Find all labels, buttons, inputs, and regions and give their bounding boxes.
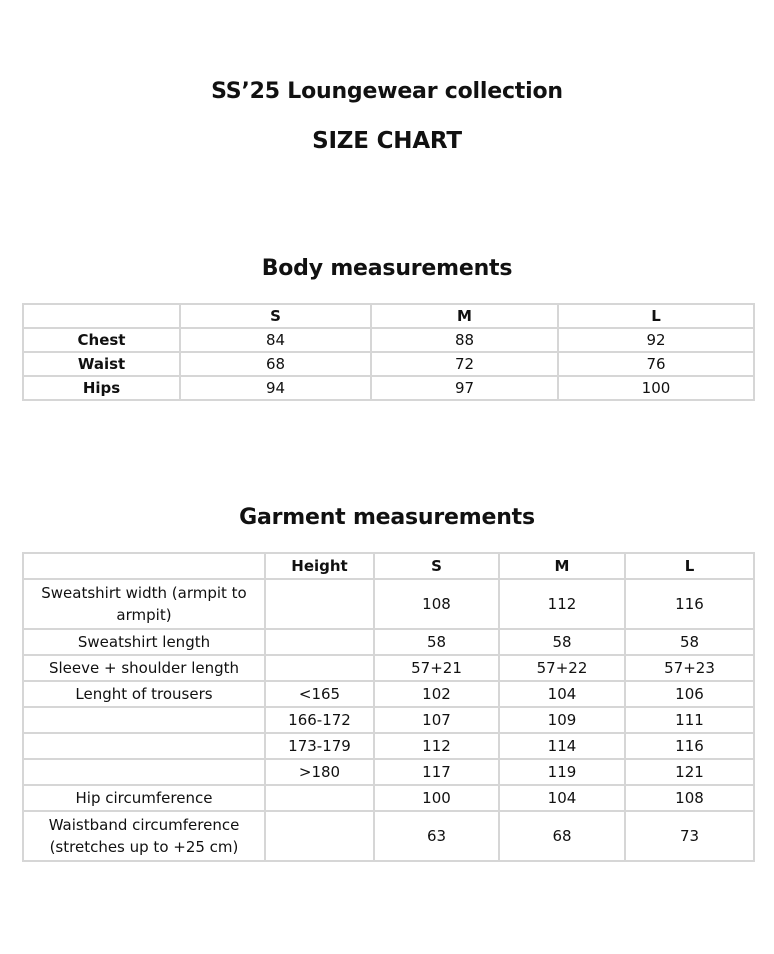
garment-measurements-table — [22, 552, 755, 862]
table-row — [23, 376, 754, 400]
cell-value: 111 — [625, 707, 754, 733]
cell-value: 58 — [499, 629, 625, 655]
row-label: Chest — [23, 328, 180, 352]
row-label — [23, 733, 265, 759]
row-label: Sleeve + shoulder length — [23, 655, 265, 681]
cell-value: 58 — [625, 629, 754, 655]
height-cell — [265, 579, 374, 629]
cell-value: 117 — [374, 759, 499, 785]
table-row — [23, 352, 754, 376]
row-label: Waist — [23, 352, 180, 376]
table-row — [23, 579, 754, 629]
cell-value: 116 — [625, 733, 754, 759]
cell-value: 107 — [374, 707, 499, 733]
table-row — [23, 629, 754, 655]
cell-value: 114 — [499, 733, 625, 759]
table-row — [23, 759, 754, 785]
table-header-row — [23, 553, 754, 579]
height-cell — [265, 655, 374, 681]
table-row — [23, 655, 754, 681]
cell-value: 57+23 — [625, 655, 754, 681]
cell-value: 100 — [558, 376, 754, 400]
cell-value: 97 — [371, 376, 558, 400]
cell-value: 58 — [374, 629, 499, 655]
table-header-row — [23, 304, 754, 328]
cell-value: 63 — [374, 811, 499, 861]
cell-value: 72 — [371, 352, 558, 376]
height-cell — [265, 811, 374, 861]
row-label: Lenght of trousers — [23, 681, 265, 707]
row-label: Hip circumference — [23, 785, 265, 811]
body-measurements-heading: Body measurements — [261, 256, 513, 281]
column-header-l: L — [558, 304, 754, 328]
column-header — [23, 304, 180, 328]
cell-value: 73 — [625, 811, 754, 861]
row-label: Waistband circumference (stretches up to +25 cm) — [23, 811, 265, 861]
size-chart-title: SIZE CHART — [312, 128, 462, 154]
row-label: Hips — [23, 376, 180, 400]
column-header-l: L — [625, 553, 754, 579]
cell-value: 57+21 — [374, 655, 499, 681]
column-header-m: M — [499, 553, 625, 579]
table-row — [23, 733, 754, 759]
cell-value: 109 — [499, 707, 625, 733]
cell-value: 112 — [499, 579, 625, 629]
garment-measurements-heading: Garment measurements — [239, 505, 535, 530]
cell-value: 68 — [499, 811, 625, 861]
column-header — [23, 553, 265, 579]
row-label: Sweatshirt width (armpit to armpit) — [23, 579, 265, 629]
body-measurements-table — [22, 303, 755, 401]
cell-value: 57+22 — [499, 655, 625, 681]
cell-value: 84 — [180, 328, 371, 352]
table-row — [23, 811, 754, 861]
table-row — [23, 681, 754, 707]
cell-value: 121 — [625, 759, 754, 785]
table-row — [23, 785, 754, 811]
table-row — [23, 328, 754, 352]
height-cell: >180 — [265, 759, 374, 785]
column-header-m: M — [371, 304, 558, 328]
cell-value: 108 — [625, 785, 754, 811]
cell-value: 116 — [625, 579, 754, 629]
column-header-s: S — [374, 553, 499, 579]
height-cell: 166-172 — [265, 707, 374, 733]
column-header-height: Height — [265, 553, 374, 579]
cell-value: 100 — [374, 785, 499, 811]
cell-value: 119 — [499, 759, 625, 785]
cell-value: 92 — [558, 328, 754, 352]
cell-value: 94 — [180, 376, 371, 400]
row-label — [23, 759, 265, 785]
cell-value: 68 — [180, 352, 371, 376]
row-label: Sweatshirt length — [23, 629, 265, 655]
height-cell — [265, 629, 374, 655]
cell-value: 104 — [499, 681, 625, 707]
cell-value: 108 — [374, 579, 499, 629]
collection-title: SS’25 Loungewear collection — [211, 79, 563, 104]
cell-value: 106 — [625, 681, 754, 707]
row-label — [23, 707, 265, 733]
cell-value: 112 — [374, 733, 499, 759]
height-cell: <165 — [265, 681, 374, 707]
height-cell: 173-179 — [265, 733, 374, 759]
cell-value: 104 — [499, 785, 625, 811]
cell-value: 102 — [374, 681, 499, 707]
height-cell — [265, 785, 374, 811]
column-header-s: S — [180, 304, 371, 328]
cell-value: 88 — [371, 328, 558, 352]
table-row — [23, 707, 754, 733]
cell-value: 76 — [558, 352, 754, 376]
